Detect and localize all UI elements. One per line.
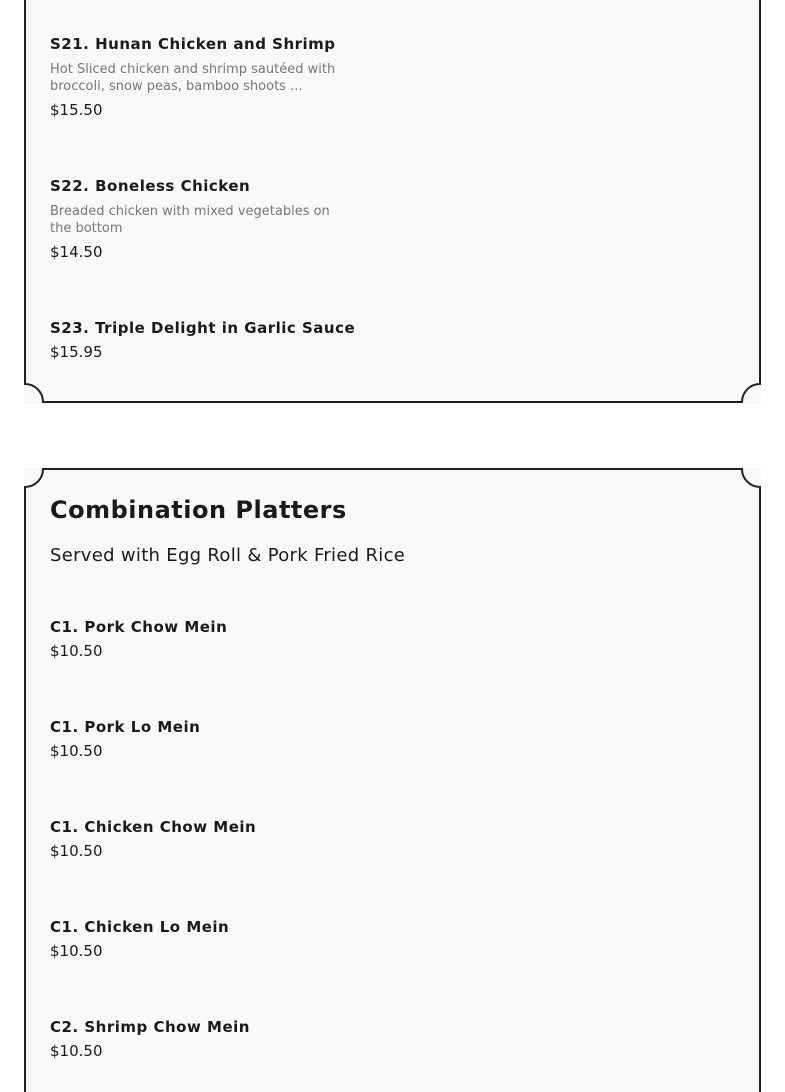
menu-item-price: $10.50 bbox=[50, 742, 103, 760]
menu-item-name: C1. Chicken Lo Mein bbox=[50, 918, 230, 936]
combination-platters-card bbox=[24, 468, 761, 1092]
menu-item[interactable] bbox=[50, 35, 380, 119]
menu-item-name: S22. Boneless Chicken bbox=[50, 177, 251, 195]
menu-item[interactable] bbox=[50, 1018, 380, 1060]
menu-item-price: $10.50 bbox=[50, 1042, 103, 1060]
menu-item[interactable] bbox=[50, 319, 380, 361]
menu-item[interactable] bbox=[50, 718, 380, 760]
menu-item-name: C1. Pork Lo Mein bbox=[50, 718, 201, 736]
menu-item[interactable] bbox=[50, 918, 380, 960]
section-subtitle: Served with Egg Roll & Pork Fried Rice bbox=[50, 545, 406, 566]
menu-item-description: Breaded chicken with mixed vegetables on the bottom bbox=[50, 204, 330, 236]
menu-item-price: $10.50 bbox=[50, 642, 103, 660]
menu-item-name: C1. Chicken Chow Mein bbox=[50, 818, 257, 836]
menu-item-price: $14.50 bbox=[50, 243, 103, 261]
menu-item[interactable] bbox=[50, 177, 380, 261]
menu-item-price: $15.50 bbox=[50, 101, 103, 119]
menu-item-price: $15.95 bbox=[50, 343, 103, 361]
menu-item-description: Hot Sliced chicken and shrimp sautéed with broccoli, snow peas, bamboo shoots ... bbox=[50, 62, 336, 94]
section-title: Combination Platters bbox=[50, 496, 347, 524]
menu-section-card bbox=[24, 0, 761, 404]
menu-item[interactable] bbox=[50, 618, 380, 660]
menu-item-price: $10.50 bbox=[50, 842, 103, 860]
menu-item-name: C1. Pork Chow Mein bbox=[50, 618, 228, 636]
menu-item-price: $10.50 bbox=[50, 942, 103, 960]
menu-item[interactable] bbox=[50, 818, 380, 860]
menu-item-name: S21. Hunan Chicken and Shrimp bbox=[50, 35, 336, 53]
menu-item-name: C2. Shrimp Chow Mein bbox=[50, 1018, 250, 1036]
menu-item-name: S23. Triple Delight in Garlic Sauce bbox=[50, 319, 356, 337]
